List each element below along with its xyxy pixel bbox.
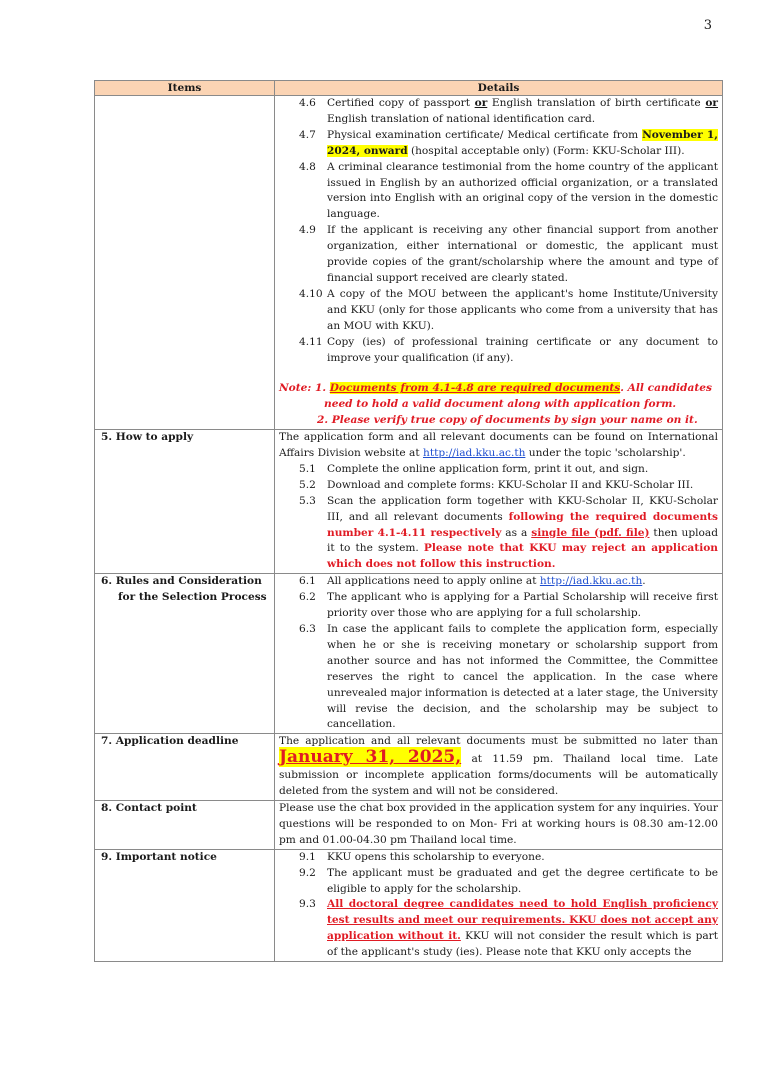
list-item-6-1 <box>279 574 718 590</box>
item-text: KKU opens this scholarship to everyone. <box>327 850 545 863</box>
item-number: 6.1 <box>299 575 316 588</box>
note-text: need to hold a valid document along with application form. <box>324 398 677 411</box>
note-text: . All candidates <box>620 382 712 395</box>
item-number: 6.2 <box>299 591 316 604</box>
deadline-text: The application and all relevant documents must be submitted no later than <box>279 735 718 748</box>
item-text: Copy (ies) of professional training certificate or any document to improve your qualification (if any). <box>327 335 718 364</box>
list-item-4-10 <box>279 287 718 335</box>
item-text: The applicant must be graduated and get the degree certificate to be eligible to apply for the scholarship. <box>327 866 718 895</box>
list-item-9-1 <box>279 850 718 866</box>
details-cell <box>275 849 723 961</box>
item-text: Scan the application form together with KKU-Scholar II, KKU-Scholar III, and all relevant documents <box>327 494 718 523</box>
header-items: Items <box>95 81 275 96</box>
list-item-4-8 <box>279 160 718 224</box>
emphasis-or: or <box>705 97 719 109</box>
item-text: In case the applicant fails to complete the application form, especially when he or she is receiving monetary or scholarship support from another source and has not informed the Committee, the Committee reserves the right to cancel the application. In the case where unrevealed major information is detected at a later stage, the University will revise the decision, and the scholarship may be subject to cancellation. <box>327 623 718 731</box>
table-header-row <box>95 81 723 96</box>
item-label-line: for the Selection Process <box>118 591 267 604</box>
list-item-6-3 <box>279 622 718 733</box>
highlighted-date: November 1, 2024, onward <box>327 128 718 157</box>
list-item-6-2 <box>279 590 718 622</box>
details-cell <box>275 800 723 849</box>
item-number: 4.10 <box>299 287 323 300</box>
list-item-5-2 <box>279 478 718 494</box>
item-text: Download and complete forms: KKU-Scholar II and KKU-Scholar III. <box>327 478 694 491</box>
item-number: 5.2 <box>299 478 316 491</box>
item-label: 9. Important notice <box>95 849 275 961</box>
note-prefix: Note: 1. <box>279 382 330 395</box>
item-text: as a <box>501 526 532 539</box>
item-number: 4.11 <box>299 335 323 348</box>
item-text: All applications need to apply online at <box>327 575 540 588</box>
list-item-4-7 <box>279 128 718 160</box>
item-text: A criminal clearance testimonial from the home country of the applicant issued in English by an authorized official organization, or a translated version into English with an original copy of the version in the domestic language. <box>327 160 718 221</box>
item-label <box>95 574 275 734</box>
item-text: English translation of national identification card. <box>327 112 596 125</box>
contact-text: Please use the chat box provided in the application system for any inquiries. Your questions will be responded to on Mon- Fri at working hours is 08.30 am-12.00 pm and 01.00-04.30 pm Thailand local time. <box>279 801 718 846</box>
item-number: 9.2 <box>299 866 316 879</box>
list-item-4-6 <box>279 96 718 128</box>
intro-text: The application form and all relevant documents can be found on International Affairs Division website at <box>279 431 718 460</box>
table-row-deadline <box>95 734 723 801</box>
item-number: 5.3 <box>299 494 316 507</box>
list-item-5-3 <box>279 494 718 574</box>
list-item-4-11 <box>279 335 718 367</box>
required-documents-note <box>279 381 718 429</box>
list-item-5-1 <box>279 462 718 478</box>
item-number: 4.7 <box>299 128 316 141</box>
item-text: . <box>642 575 646 588</box>
details-cell <box>275 574 723 734</box>
item-number: 6.3 <box>299 623 316 635</box>
item-text: English translation of birth certificate <box>487 97 706 109</box>
item-label: 8. Contact point <box>95 800 275 849</box>
iad-website-link[interactable]: http://iad.kku.ac.th <box>423 447 526 460</box>
item-text: A copy of the MOU between the applicant's home Institute/University and KKU (only for those applicants who come from a university that has an MOU with KKU). <box>327 287 718 332</box>
iad-website-link[interactable]: http://iad.kku.ac.th <box>539 575 643 588</box>
list-item-9-3 <box>279 897 718 961</box>
details-cell <box>275 734 723 801</box>
item-text: Certified copy of passport <box>327 97 475 109</box>
item-number: 9.1 <box>299 850 316 863</box>
spacer <box>279 366 718 381</box>
item-cell-empty <box>95 96 275 430</box>
list-item-9-2 <box>279 866 718 898</box>
red-underlined-emphasis: All doctoral degree candidates need to hold English proficiency test results and meet our requirements. KKU does not accept any application without it. <box>327 898 718 943</box>
item-number: 5.1 <box>299 462 316 475</box>
emphasis-or: or <box>474 97 488 109</box>
item-text: (hospital acceptable only) (Form: KKU-Scholar III). <box>407 144 685 157</box>
table-row-contact <box>95 800 723 849</box>
note-highlight: Documents from 4.1-4.8 are required documents <box>329 382 621 395</box>
red-emphasis: Please note that KKU may reject an application which does not follow this instruction. <box>327 542 718 571</box>
scholarship-details-table <box>94 80 723 962</box>
item-number: 4.6 <box>299 97 316 109</box>
table-row-section-4 <box>95 96 723 430</box>
red-underlined-emphasis: single file (pdf. file) <box>531 526 650 539</box>
item-number: 4.9 <box>299 224 316 237</box>
item-label-line: 6. Rules and Consideration <box>101 575 262 588</box>
table-row-rules <box>95 574 723 734</box>
deadline-text: at 11.59 pm. Thailand local time. Late submission or incomplete application forms/documents will be automatically deleted from the system and will not be considered. <box>279 753 718 798</box>
item-number: 9.3 <box>299 898 316 911</box>
list-item-4-9 <box>279 223 718 287</box>
item-text: then upload it to the system. <box>327 526 719 555</box>
item-text: KKU will not consider the result which is part of the applicant's study (ies). Please note that KKU only accepts the <box>327 930 718 959</box>
table-row-how-to-apply <box>95 430 723 574</box>
intro-text: under the topic 'scholarship'. <box>525 447 686 460</box>
item-label: 5. How to apply <box>95 430 275 574</box>
table-row-important-notice <box>95 849 723 961</box>
details-cell <box>275 430 723 574</box>
item-label: 7. Application deadline <box>95 734 275 801</box>
header-details: Details <box>275 81 723 96</box>
details-cell <box>275 96 723 430</box>
note-text: 2. Please verify true copy of documents by sign your name on it. <box>317 414 698 427</box>
item-number: 4.8 <box>299 160 316 173</box>
item-text: Complete the online application form, print it out, and sign. <box>327 462 649 475</box>
item-text: The applicant who is applying for a Partial Scholarship will receive first priority over those who are applying for a full scholarship. <box>327 591 718 620</box>
item-text: Physical examination certificate/ Medical certificate from <box>327 128 643 141</box>
deadline-date: January 31, 2025, <box>279 747 462 768</box>
page-number: 3 <box>703 18 712 33</box>
red-emphasis: following the required documents number 4.1-4.11 respectively <box>327 510 718 539</box>
item-text: If the applicant is receiving any other financial support from another organization, either international or domestic, the applicant must provide copies of the grant/scholarship where the amount and type of financial support received are clearly stated. <box>327 224 718 284</box>
